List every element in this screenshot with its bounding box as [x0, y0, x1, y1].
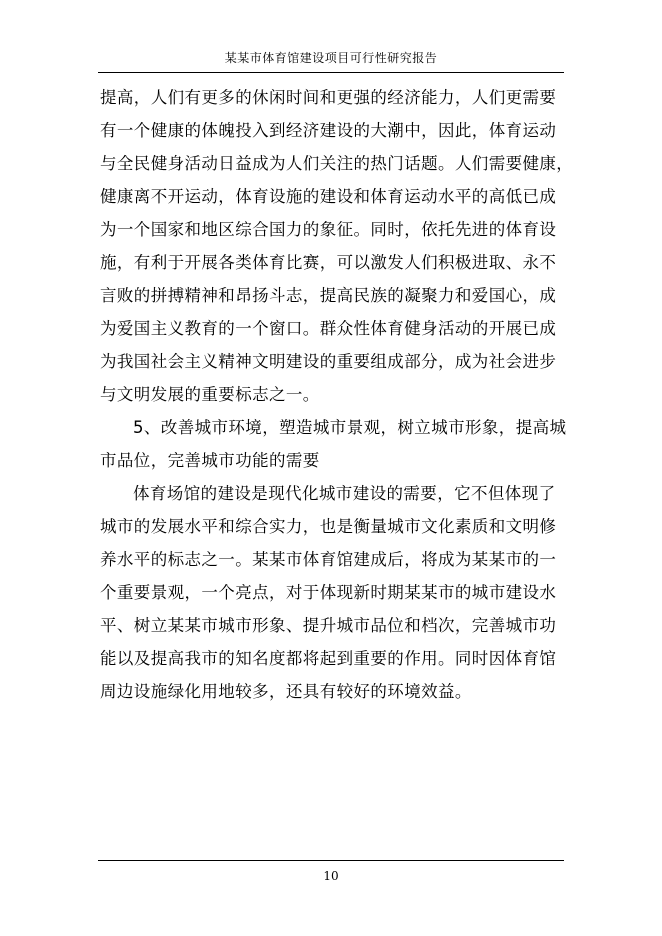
text-line: 城市的发展水平和综合实力，也是衡量城市文化素质和文明修: [100, 517, 557, 536]
header-title: 某某市体育馆建设项目可行性研究报告: [224, 51, 438, 65]
text-line: 个重要景观，一个亮点，对于体现新时期某某市的城市建设水: [100, 583, 557, 602]
text-line: 与全民健身活动日益成为人们关注的热门话题。人们需要健康，: [100, 154, 574, 173]
text-line: 健康离不开运动，体育设施的建设和体育运动水平的高低已成: [100, 187, 557, 206]
text-line: 为我国社会主义精神文明建设的重要组成部分，成为社会进步: [100, 352, 557, 371]
page-number: 10: [323, 869, 339, 883]
text-line: 为爱国主义教育的一个窗口。群众性体育健身活动的开展已成: [100, 319, 557, 338]
text-line: 体育场馆的建设是现代化城市建设的需要，它不但体现了: [133, 484, 556, 503]
text-line: 养水平的标志之一。某某市体育馆建成后，将成为某某市的一: [100, 550, 557, 569]
text-line: 为一个国家和地区综合国力的象征。同时，依托先进的体育设: [100, 220, 557, 239]
text-line: 言败的拼搏精神和昂扬斗志，提高民族的凝聚力和爱国心，成: [100, 286, 557, 305]
running-header: [98, 50, 564, 73]
text-line: 有一个健康的体魄投入到经济建设的大潮中，因此，体育运动: [100, 121, 557, 140]
section-heading-line: 市品位，完善城市功能的需要: [100, 451, 320, 470]
text-line: 与文明发展的重要标志之一。: [100, 385, 320, 404]
text-line: 施，有利于开展各类体育比赛，可以激发人们积极进取、永不: [100, 253, 557, 272]
footer-rule: [98, 860, 564, 861]
text-line: 能以及提高我市的知名度都将起到重要的作用。同时因体育馆: [100, 649, 557, 668]
body-text: [100, 81, 574, 708]
text-line: 提高，人们有更多的休闲时间和更强的经济能力，人们更需要: [100, 88, 557, 107]
text-line: 周边设施绿化用地较多，还具有较好的环境效益。: [100, 682, 472, 701]
section-heading-line: 5、改善城市环境，塑造城市景观，树立城市形象，提高城: [133, 418, 567, 437]
text-line: 平、树立某某市城市形象、提升城市品位和档次，完善城市功: [100, 616, 557, 635]
